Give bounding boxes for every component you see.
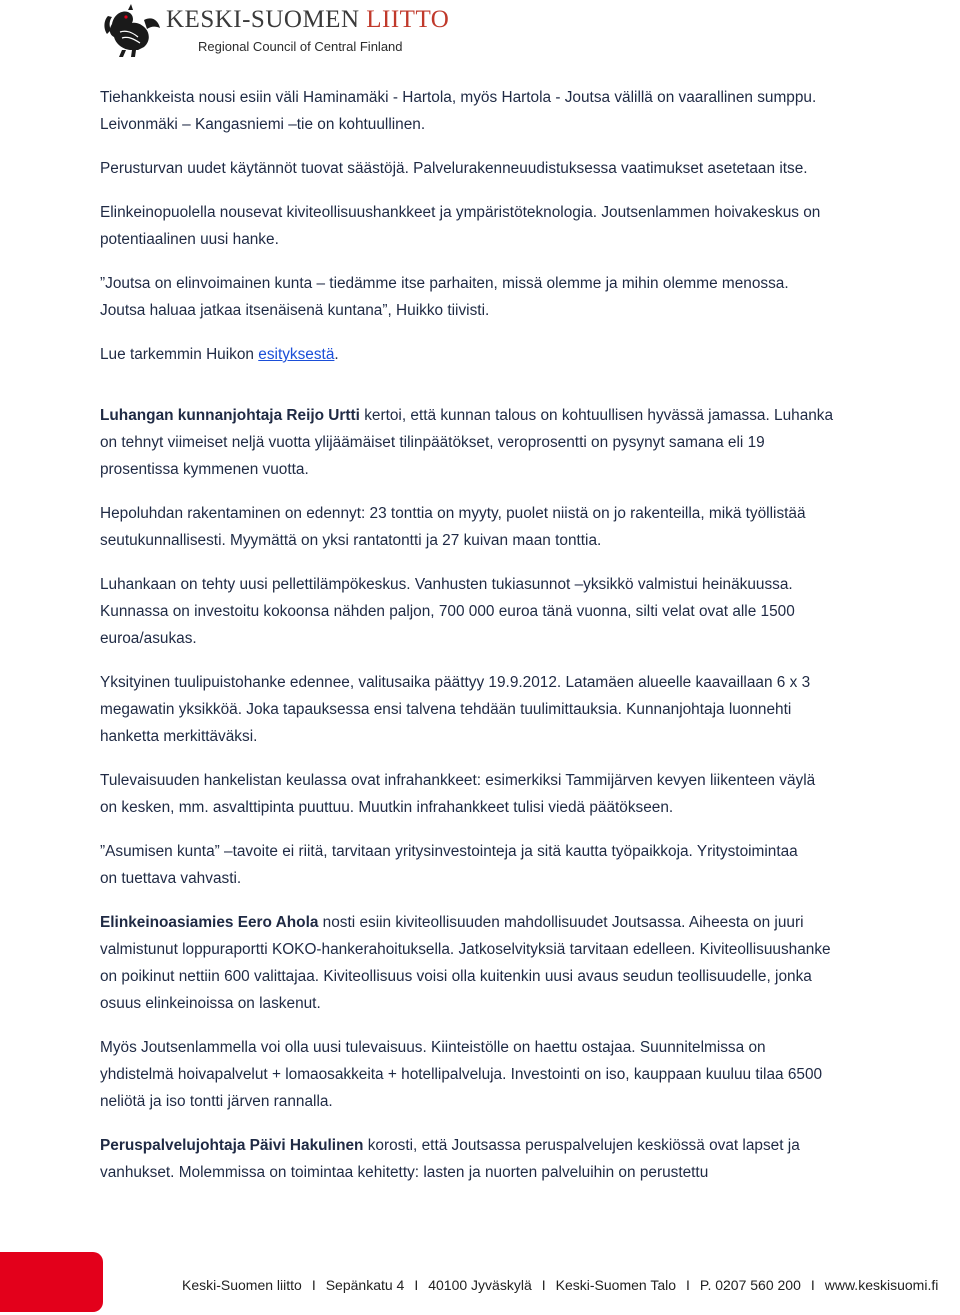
organization-subtitle: Regional Council of Central Finland xyxy=(198,39,403,54)
footer-website: www.keskisuomi.fi xyxy=(824,1277,939,1293)
text-line: nosti esiin kiviteollisuuden mahdollisuudet Joutsassa. Aiheesta on juuri xyxy=(318,914,804,931)
footer-org: Keski-Suomen liitto xyxy=(182,1277,302,1293)
text-line: hanketta merkittäväksi. xyxy=(100,728,258,745)
text-line: ”Joutsa on elinvoimainen kunta – tiedämme itse parhaiten, missä olemme ja mihin olemme menossa. xyxy=(100,275,789,292)
footer-separator: I xyxy=(311,1277,316,1293)
text-line: on tuettava vahvasti. xyxy=(100,870,242,887)
text-line: on poikinut nettiin 600 valittajaa. Kiviteollisuus voisi olla kuitenkin uusi avaus seudun teollisuudelle, jonka xyxy=(100,968,812,985)
speaker-name: Luhangan kunnanjohtaja Reijo Urtti xyxy=(100,407,360,424)
paragraph-wind-park xyxy=(100,669,930,750)
footer-separator: I xyxy=(686,1277,690,1293)
footer-separator: I xyxy=(541,1277,546,1293)
text-line: prosentissa kymmenen vuotta. xyxy=(100,461,309,478)
text-line: seutukunnallisesti. Myymättä on yksi rantatontti ja 27 kuivan maan tonttia. xyxy=(100,532,602,549)
header xyxy=(100,2,520,58)
text-line: on tehnyt viimeiset neljä vuotta ylijäämäiset tilinpäätökset, veroprosentti on pysynyt samana eli 19 xyxy=(100,434,765,451)
text-line: Lue tarkemmin Huikon xyxy=(100,346,259,363)
paragraph-business xyxy=(100,199,930,253)
article-body xyxy=(100,84,930,1186)
footer-separator: I xyxy=(810,1277,815,1293)
presentation-link[interactable]: esityksestä xyxy=(258,346,335,363)
paragraph-basic-security xyxy=(100,155,930,182)
text-line: megawatin yksikköä. Joka tapauksessa ensi talvena tehdään tuulimittauksia. Kunnanjohtaja luonnehti xyxy=(100,701,792,718)
text-line: Tulevaisuuden hankelistan keulassa ovat infrahankkeet: esimerkiksi Tammijärven kevyen liikenteen väylä xyxy=(100,772,816,789)
text-line: Myös Joutsenlammella voi olla uusi tulevaisuus. Kiinteistölle on haettu ostajaa. Suunnitelmissa on xyxy=(100,1039,766,1056)
org-name-main: KESKI-SUOMEN xyxy=(166,6,367,33)
paragraph-infrastructure xyxy=(100,767,930,821)
footer-separator: I xyxy=(414,1277,419,1293)
text-line: korosti, että Joutsassa peruspalvelujen keskiössä ovat lapset ja xyxy=(363,1137,800,1154)
footer-street: Sepänkatu 4 xyxy=(325,1277,405,1293)
text-line: Perusturvan uudet käytännöt tuovat säästöjä. Palvelurakenneuudistuksessa vaatimukset asetetaan itse. xyxy=(100,160,808,177)
text-line: osuus elinkeinoissa on laskenut. xyxy=(100,995,321,1012)
paragraph-housing-quote xyxy=(100,838,930,892)
paragraph-read-more xyxy=(100,341,930,368)
paragraph-luhanka-economy xyxy=(100,402,930,483)
paragraph-stone-industry xyxy=(100,909,930,1017)
paragraph-hepoluhta xyxy=(100,500,930,554)
text-line: ”Asumisen kunta” –tavoite ei riitä, tarvitaan yritysinvestointeja ja sitä kautta työpaikkoja. Yritystoimintaa xyxy=(100,843,798,860)
text-line: Elinkeinopuolella nousevat kiviteollisuushankkeet ja ympäristöteknologia. Joutsenlammen hoivakeskus on xyxy=(100,204,821,221)
text-line: euroa/asukas. xyxy=(100,630,197,647)
text-line: Yksityinen tuulipuistohanke edennee, valitusaika päättyy 19.9.2012. Latamäen alueelle kaavaillaan 6 x 3 xyxy=(100,674,811,691)
footer-phone: P. 0207 560 200 xyxy=(699,1277,801,1293)
speaker-name: Elinkeinoasiamies Eero Ahola xyxy=(100,914,319,931)
paragraph-basic-services xyxy=(100,1132,930,1186)
text-line: valmistunut loppuraportti KOKO-hankerahoituksella. Jatkoselvityksiä tarvitaan edelleen. Kiviteollisuushanke xyxy=(100,941,831,958)
footer-postal: 40100 Jyväskylä xyxy=(428,1277,532,1293)
text-line: potentiaalinen uusi hanke. xyxy=(100,231,279,248)
text-line: Tiehankkeista nousi esiin väli Haminamäki - Hartola, myös Hartola - Joutsa välillä on vaarallinen sumppu. xyxy=(100,89,817,106)
footer-building: Keski-Suomen Talo xyxy=(555,1277,677,1293)
text-punctuation: . xyxy=(334,346,339,363)
organization-name xyxy=(166,6,449,34)
capercaillie-logo-icon xyxy=(100,2,162,58)
text-line: yhdistelmä hoivapalvelut + lomaosakkeita + hotellipalveluja. Investointi on iso, kauppaan kuuluu tilaa 6500 xyxy=(100,1066,823,1083)
footer-contact-bar xyxy=(182,1277,938,1293)
text-line: Hepoluhdan rakentaminen on edennyt: 23 tonttia on myyty, puolet niistä on jo rakenteilla, mikä työllistää xyxy=(100,505,806,522)
text-line: neliötä ja iso tontti järven rannalla. xyxy=(100,1093,333,1110)
speaker-name: Peruspalvelujohtaja Päivi Hakulinen xyxy=(100,1137,364,1154)
text-line: Joutsa haluaa jatkaa itsenäisenä kuntana”, Huikko tiivisti. xyxy=(100,302,490,319)
paragraph-quote-joutsa xyxy=(100,270,930,324)
text-line: vanhukset. Molemmissa on toimintaa kehitetty: lasten ja nuorten palveluihin on perustettu xyxy=(100,1164,709,1181)
paragraph-pellet-plant xyxy=(100,571,930,652)
text-line: Leivonmäki – Kangasniemi –tie on kohtuullinen. xyxy=(100,116,426,133)
text-line: on kesken, mm. asvalttipinta puuttuu. Muutkin infrahankkeet tulisi viedä päätökseen. xyxy=(100,799,674,816)
paragraph-joutsenlampi xyxy=(100,1034,930,1115)
text-line: Kunnassa on investoitu kokoonsa nähden paljon, 700 000 euroa tänä vuonna, silti velat ovat alle 1500 xyxy=(100,603,795,620)
text-line: Luhankaan on tehty uusi pellettilämpökeskus. Vanhusten tukiasunnot –yksikkö valmistui heinäkuussa. xyxy=(100,576,793,593)
paragraph-roads xyxy=(100,84,930,138)
text-line: kertoi, että kunnan talous on kohtuullisen hyvässä jamassa. Luhanka xyxy=(359,407,834,424)
org-name-accent: LIITTO xyxy=(366,6,450,33)
footer-accent-tab xyxy=(0,1252,103,1312)
